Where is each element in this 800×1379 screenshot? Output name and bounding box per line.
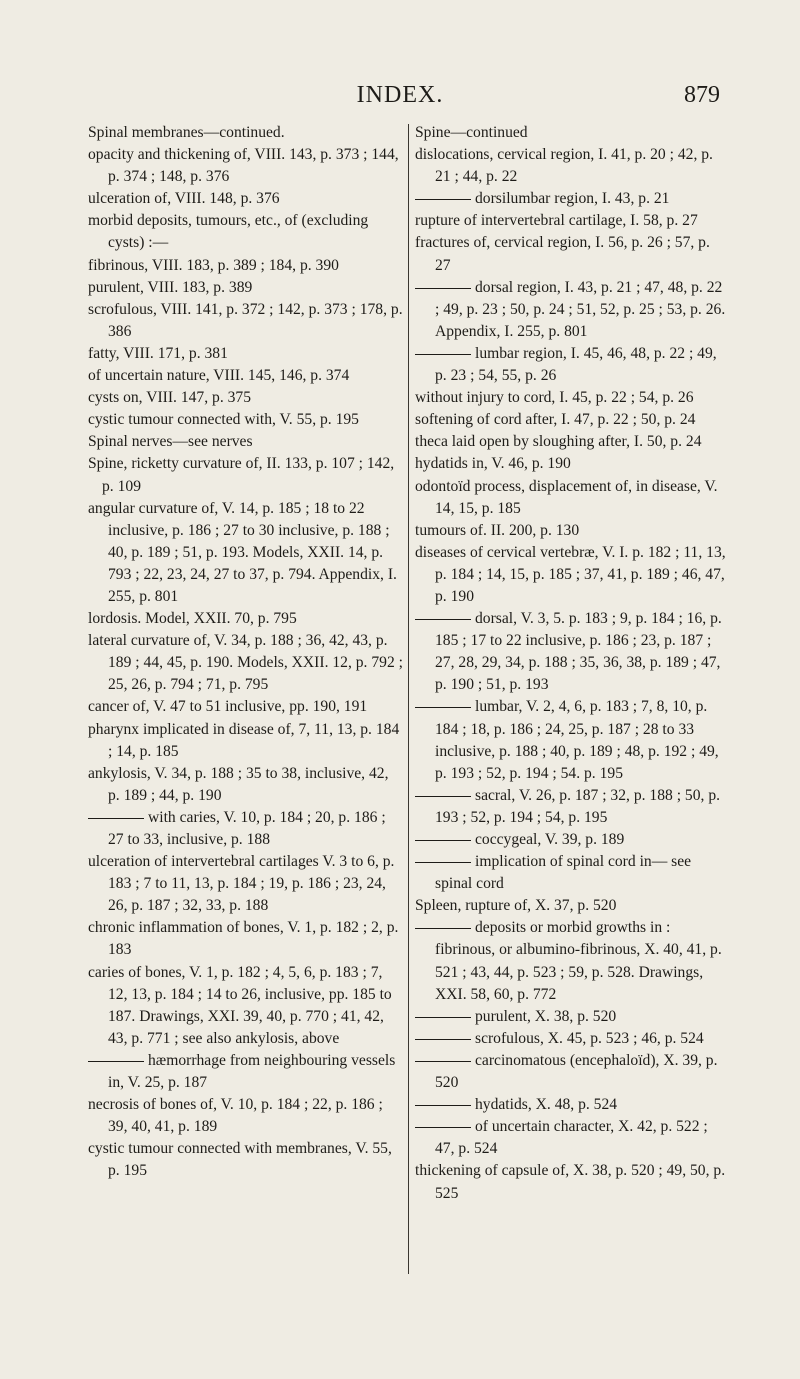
index-heading-entry <box>88 453 404 497</box>
index-entry <box>88 1138 404 1182</box>
index-entry <box>88 917 404 961</box>
entry-text: necrosis of bones of, V. 10, p. 184 ; 22, p. 186 ; 39, 40, 41, p. 189 <box>88 1096 383 1136</box>
ditto-dash <box>415 928 471 929</box>
entry-text: ulceration of, VIII. 148, p. 376 <box>88 190 280 208</box>
entry-text: chronic inflammation of bones, V. 1, p. 182 ; 2, p. 183 <box>88 919 399 959</box>
entry-text: cystic tumour connected with membranes, V. 55, p. 195 <box>88 1140 392 1180</box>
left-column <box>88 122 404 1183</box>
entry-text: dislocations, cervical region, I. 41, p. 20 ; 42, p. 21 ; 44, p. 22 <box>415 146 713 186</box>
entry-text: odontoïd process, displacement of, in disease, V. 14, 15, p. 185 <box>415 477 718 517</box>
entry-text: dorsal region, I. 43, p. 21 ; 47, 48, p. 22 ; 49, p. 23 ; 50, p. 24 ; 51, 52, p. 25 ; 53, p. 26. Appendix, I. 255, p. 801 <box>435 278 726 340</box>
entry-text: hæmorrhage from neighbouring vessels in, V. 25, p. 187 <box>108 1051 396 1092</box>
entry-text: carcinomatous (encephaloïd), X. 39, p. 520 <box>435 1051 718 1092</box>
page-header <box>0 78 800 114</box>
index-entry <box>415 453 729 475</box>
entry-text: without injury to cord, I. 45, p. 22 ; 54, p. 26 <box>415 389 694 407</box>
entry-text: Spine, ricketty curvature of, II. 133, p. 107 ; 142, p. 109 <box>88 455 395 495</box>
index-entry <box>88 1094 404 1138</box>
entry-text: cancer of, V. 47 to 51 inclusive, pp. 190, 191 <box>88 698 368 716</box>
index-entry <box>415 210 729 232</box>
ditto-dash <box>415 199 471 200</box>
entry-text: Spine—continued <box>415 124 528 141</box>
index-entry <box>415 542 729 608</box>
entry-text: with caries, V. 10, p. 184 ; 20, p. 186 ; 27 to 33, inclusive, p. 188 <box>108 808 386 848</box>
ditto-dash <box>415 354 471 355</box>
entry-text: deposits or morbid growths in : fibrinous, or albuminо-fibrinous, X. 40, 41, p. 521 ; 43, 44, p. 523 ; 59, p. 528. Drawings, XXI. 58, 60, p. 772 <box>435 919 722 1003</box>
index-entry <box>415 387 729 409</box>
entry-text: scrofulous, VIII. 141, p. 372 ; 142, p. 373 ; 178, p. 386 <box>88 300 403 340</box>
entry-text: caries of bones, V. 1, p. 182 ; 4, 5, 6, p. 183 ; 7, 12, 13, p. 184 ; 14 to 26, inclusive, pp. 185 to 187. Drawings, XXI. 39, 40, p. 770 ; 41, 42, 43, p. 771 ; see also ankylosis, above <box>88 963 392 1047</box>
entry-text: fibrinous, VIII. 183, p. 389 ; 184, p. 390 <box>88 256 339 274</box>
entry-text: fatty, VIII. 171, p. 381 <box>88 344 228 362</box>
index-entry <box>415 696 729 784</box>
ditto-dash <box>415 1105 471 1106</box>
entry-text: angular curvature of, V. 14, p. 185 ; 18 to 22 inclusive, p. 186 ; 27 to 30 inclusive, p. 188 ; 40, p. 189 ; 51, p. 193. Models, XXII. 14, p. 793 ; 22, 23, 24, 27 to 37, p. 794. Appendix, I. 255, p. 801 <box>88 499 397 605</box>
index-entry <box>88 299 404 343</box>
entry-text: lumbar, V. 2, 4, 6, p. 183 ; 7, 8, 10, p. 184 ; 18, p. 186 ; 24, 25, p. 187 ; 28 to 33 inclusive, p. 188 ; 40, p. 189 ; 48, p. 192 ; 49, p. 193 ; 52, p. 194 ; 54. p. 195 <box>435 698 719 782</box>
index-entry <box>415 1028 729 1050</box>
entry-text: cysts on, VIII. 147, p. 375 <box>88 389 252 407</box>
entry-text: Spinal membranes—continued. <box>88 124 285 141</box>
index-entry <box>88 1050 404 1094</box>
index-entry <box>415 608 729 696</box>
entry-text: cystic tumour connected with, V. 55, p. 195 <box>88 411 359 429</box>
index-entry <box>415 277 729 343</box>
index-heading-entry <box>415 895 729 917</box>
index-entry <box>88 255 404 277</box>
index-entry <box>415 520 729 542</box>
index-entry <box>88 343 404 365</box>
entry-text: opacity and thickening of, VIII. 143, p. 373 ; 144, p. 374 ; 148, p. 376 <box>88 146 399 186</box>
column-divider <box>408 124 409 1274</box>
index-entry <box>88 608 404 630</box>
ditto-dash <box>415 1017 471 1018</box>
entry-text: ankylosis, V. 34, p. 188 ; 35 to 38, inclusive, 42, p. 189 ; 44, p. 190 <box>88 764 389 804</box>
index-entry <box>88 210 404 254</box>
entry-text: ulceration of intervertebral cartilages V. 3 to 6, p. 183 ; 7 to 11, 13, p. 184 ; 19, p. 186 ; 23, 24, 26, p. 187 ; 32, 33, p. 188 <box>88 853 395 915</box>
ditto-dash <box>415 619 471 620</box>
index-heading-entry <box>88 122 404 144</box>
index-entry <box>415 917 729 1005</box>
index-entry <box>415 1006 729 1028</box>
entry-text: Spinal nerves—see nerves <box>88 433 253 451</box>
index-entry <box>415 343 729 387</box>
index-entry <box>415 1050 729 1094</box>
entry-text: dorsilumbar region, I. 43, p. 21 <box>475 190 670 208</box>
index-entry <box>88 763 404 807</box>
index-entry <box>88 409 404 431</box>
ditto-dash <box>415 288 471 289</box>
index-entry <box>415 829 729 851</box>
entry-text: of uncertain nature, VIII. 145, 146, p. 374 <box>88 367 350 385</box>
entry-text: tumours of. II. 200, p. 130 <box>415 521 580 539</box>
ditto-dash <box>415 1127 471 1128</box>
page-title: INDEX. <box>356 82 444 108</box>
index-entry <box>415 851 729 895</box>
index-heading-entry <box>415 122 729 144</box>
entry-text: Spleen, rupture of, X. 37, p. 520 <box>415 897 617 915</box>
index-entry <box>88 719 404 763</box>
index-entry <box>88 962 404 1050</box>
ditto-dash <box>415 862 471 863</box>
ditto-dash <box>415 840 471 841</box>
ditto-dash <box>88 1061 144 1062</box>
index-entry <box>415 785 729 829</box>
entry-text: lumbar region, I. 45, 46, 48, p. 22 ; 49, p. 23 ; 54, 55, p. 26 <box>435 344 717 385</box>
entry-text: hydatids, X. 48, p. 524 <box>475 1096 618 1114</box>
ditto-dash <box>88 818 144 819</box>
index-entry <box>415 188 729 210</box>
index-entry <box>415 144 729 188</box>
index-entry <box>415 232 729 276</box>
index-heading-entry <box>88 431 404 453</box>
entry-text: rupture of intervertebral cartilage, I. 58, p. 27 <box>415 212 698 230</box>
entry-text: lordosis. Model, XXII. 70, p. 795 <box>88 610 297 628</box>
index-entry <box>415 476 729 520</box>
ditto-dash <box>415 1061 471 1062</box>
page-number: 879 <box>684 82 720 108</box>
index-entry <box>88 807 404 851</box>
ditto-dash <box>415 796 471 797</box>
index-entry <box>88 277 404 299</box>
index-entry <box>88 144 404 188</box>
entry-text: sacral, V. 26, p. 187 ; 32, p. 188 ; 50, p. 193 ; 52, p. 194 ; 54, p. 195 <box>435 786 721 826</box>
entry-text: theca laid open by sloughing after, I. 50, p. 24 <box>415 433 702 451</box>
index-entry <box>88 851 404 917</box>
entry-text: scrofulous, X. 45, p. 523 ; 46, p. 524 <box>475 1029 704 1047</box>
index-entry <box>415 1116 729 1160</box>
index-entry <box>415 1160 729 1204</box>
entry-text: morbid deposits, tumours, etc., of (excluding cysts) :— <box>88 212 369 252</box>
index-entry <box>415 1094 729 1116</box>
entry-text: diseases of cervical vertebræ, V. I. p. 182 ; 11, 13, p. 184 ; 14, 15, p. 185 ; 37, 41, p. 189 ; 46, 47, p. 190 <box>415 543 726 605</box>
index-entry <box>88 188 404 210</box>
entry-text: purulent, X. 38, p. 520 <box>475 1007 617 1025</box>
index-entry <box>88 365 404 387</box>
entry-text: lateral curvature of, V. 34, p. 188 ; 36, 42, 43, p. 189 ; 44, 45, p. 190. Models, XXII. 12, p. 792 ; 25, 26, p. 794 ; 71, p. 795 <box>88 632 403 694</box>
entry-text: pharynx implicated in disease of, 7, 11, 13, p. 184 ; 14, p. 185 <box>88 720 400 760</box>
right-column <box>415 122 729 1205</box>
index-entry <box>88 387 404 409</box>
entry-text: fractures of, cervical region, I. 56, p. 26 ; 57, p. 27 <box>415 234 710 274</box>
index-entry <box>88 696 404 718</box>
index-entry <box>88 630 404 696</box>
entry-text: purulent, VIII. 183, p. 389 <box>88 278 253 296</box>
ditto-dash <box>415 1039 471 1040</box>
index-entry <box>415 409 729 431</box>
ditto-dash <box>415 707 471 708</box>
index-entry <box>88 498 404 608</box>
entry-text: softening of cord after, I. 47, p. 22 ; 50, p. 24 <box>415 411 696 429</box>
entry-text: coccygeal, V. 39, p. 189 <box>475 831 625 848</box>
entry-text: of uncertain character, X. 42, p. 522 ; 47, p. 524 <box>435 1118 708 1158</box>
entry-text: hydatids in, V. 46, p. 190 <box>415 455 571 473</box>
index-entry <box>415 431 729 453</box>
entry-text: thickening of capsule of, X. 38, p. 520 ; 49, 50, p. 525 <box>415 1162 726 1202</box>
entry-text: implication of spinal cord in— see spinal cord <box>435 853 692 893</box>
entry-text: dorsal, V. 3, 5. p. 183 ; 9, p. 184 ; 16, p. 185 ; 17 to 22 inclusive, p. 186 ; 23, p. 187 ; 27, 28, 29, 34, p. 188 ; 35, 36, 38, p. 189 ; 47, p. 190 ; 51, p. 193 <box>435 610 722 694</box>
